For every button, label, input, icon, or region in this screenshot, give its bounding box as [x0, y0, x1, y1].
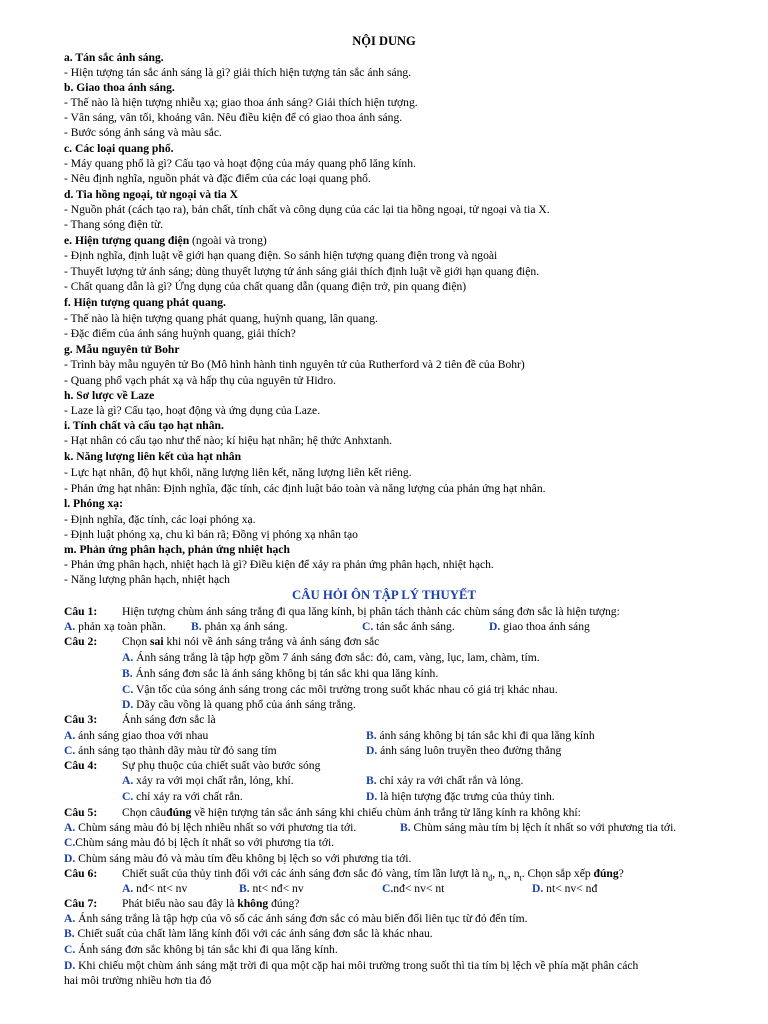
section-heading: f. Hiện tượng quang phát quang. [64, 296, 226, 309]
section-heading: a. Tán sắc ánh sáng. [64, 51, 164, 64]
option-b-text: nt< nđ< nv [249, 882, 304, 895]
option-b-letter: B. [122, 667, 133, 680]
section-line: - Nêu định nghĩa, nguồn phát và đặc điểm của các loại quang phổ. [64, 172, 371, 185]
option-b-text: ánh sáng không bị tán sắc khi đi qua lăng kính [376, 729, 595, 742]
section-line: - Định nghĩa, định luật về giới hạn quang điện. So sánh hiện tượng quang điện trong và ngoài [64, 249, 498, 262]
question-label: Câu 7: [64, 897, 98, 910]
question-text: đúng? [268, 897, 300, 910]
option-b-letter: B. [64, 927, 75, 940]
section-line: - Vân sáng, vân tối, khoảng vân. Nêu điều kiện để có giao thoa ánh sáng. [64, 111, 403, 124]
section-line: - Bước sóng ánh sáng và màu sắc. [64, 126, 222, 139]
section-heading: h. Sơ lược về Laze [64, 389, 155, 402]
section-line: - Đặc điểm của ánh sáng huỳnh quang, giải thích? [64, 327, 296, 340]
question-text: Ánh sáng đơn sắc là [122, 713, 216, 726]
section-line: - Lực hạt nhân, độ hụt khối, năng lượng liên kết, năng lượng liên kết riêng. [64, 466, 412, 479]
section-heading: c. Các loại quang phổ. [64, 142, 174, 155]
option-b-letter: B. [366, 729, 377, 742]
question-2 [64, 634, 734, 649]
question-text: , n [507, 867, 520, 880]
option-d-letter: D. [532, 882, 544, 895]
question-1 [64, 604, 734, 619]
option-a [122, 650, 734, 665]
option-a-letter: A. [64, 620, 76, 633]
question-label: Câu 5: [64, 806, 98, 819]
option-d-text: là hiện tượng đặc trưng của thủy tinh. [377, 790, 555, 803]
option-b-text: Ánh sáng đơn sắc là ánh sáng không bị tán sắc khi qua lăng kính. [132, 667, 439, 680]
section-heading: g. Mẫu nguyên tử Bohr [64, 343, 180, 356]
option-a-letter: A. [122, 651, 134, 664]
section-line: - Thế nào là hiện tượng quang phát quang, huỳnh quang, lân quang. [64, 312, 378, 325]
option-b-letter: B. [366, 774, 377, 787]
option-a-text: xảy ra với mọi chất rắn, lỏng, khí. [133, 774, 294, 787]
option-c-letter: C. [122, 790, 134, 803]
section-line: - Thuyết lượng tử ánh sáng; dùng thuyết lượng tử ánh sáng giải thích định luật về giới hạn quang điện. [64, 265, 540, 278]
option-d [122, 697, 734, 712]
section-line: - Năng lượng phân hạch, nhiệt hạch [64, 573, 230, 586]
question-label: Câu 1: [64, 605, 98, 618]
page-title: NỘI DUNG [352, 34, 416, 48]
section-heading: k. Năng lượng liên kết của hạt nhân [64, 450, 242, 463]
question-emphasis: sai [150, 635, 164, 648]
section-heading: i. Tính chất và cấu tạo hạt nhân. [64, 419, 224, 432]
option-d-text: Khi chiếu một chùm ánh sáng mặt trời đi qua một cặp hai môi trường trong suốt thì tia tím bị lệch về phía mặt phân cách [75, 959, 639, 972]
option-d-continued: hai môi trường nhiều hơn tia đỏ [64, 974, 212, 987]
option-b-text: chỉ xảy ra với chất rắn và lỏng. [376, 774, 524, 787]
option-b-letter: B. [191, 620, 202, 633]
option-c-letter: C. [382, 882, 394, 895]
option-c-text: Chùm sáng màu đỏ bị lệch ít nhất so với phương tia tới. [75, 836, 335, 849]
section-heading [64, 233, 734, 248]
option-a-text: nđ< nt< nv [133, 882, 188, 895]
option-b-text: phản xạ ánh sáng. [201, 620, 288, 633]
section-heading: m. Phản ứng phân hạch, phản ứng nhiệt hạch [64, 543, 290, 556]
option-c-text: Vận tốc của sóng ánh sáng trong các môi trường trong suốt khác nhau có giá trị khác nhau. [133, 683, 558, 696]
option-c-letter: C. [64, 836, 76, 849]
option-c-text: nđ< nv< nt [393, 882, 445, 895]
option-b-letter: B. [400, 821, 411, 834]
section-line: - Hiện tượng tán sắc ánh sáng là gì? giải thích hiện tượng tán sắc ánh sáng. [64, 66, 412, 79]
option-a-text: Ánh sáng trắng là tập hợp của vô số các ánh sáng đơn sắc có màu biến đổi liên tục từ đỏ đến tím. [75, 912, 528, 925]
option-a-text: Chùm sáng màu đỏ bị lệch nhiều nhất so với phương tia tới. [75, 821, 357, 834]
section-line: - Thang sóng điện từ. [64, 218, 164, 231]
option-d [64, 851, 734, 866]
option-d-text: nt< nv< nđ [543, 882, 598, 895]
option-d-text: ánh sáng luôn truyền theo đường thẳng [377, 744, 562, 757]
question-label: Câu 3: [64, 713, 98, 726]
question-4 [64, 758, 734, 773]
option-d-text: Dãy cầu vồng là quang phổ của ánh sáng trắng. [133, 698, 356, 711]
section-heading-text: e. Hiện tượng quang điện [64, 234, 190, 247]
option-a-text: Ánh sáng trắng là tập hợp gồm 7 ánh sáng đơn sắc: đỏ, cam, vàng, lục, lam, chàm, tím. [133, 651, 540, 664]
option-a-letter: A. [122, 882, 134, 895]
section-line: - Nguồn phát (cách tạo ra), bản chất, tính chất và công dụng của các lại tia hồng ngoại, tử ngoại và tia X. [64, 203, 550, 216]
question-label: Câu 2: [64, 635, 98, 648]
question-label: Câu 4: [64, 759, 98, 772]
option-c-text: chỉ xảy ra với chất rắn. [133, 790, 243, 803]
question-7 [64, 896, 734, 911]
option-a-text: phản xạ toàn phần. [75, 620, 166, 633]
section-line: - Trình bày mẫu nguyên tử Bo (Mô hình hành tinh nguyên tử của Rutherford và 2 tiên đề của Bohr) [64, 358, 525, 371]
option-d-letter: D. [64, 959, 76, 972]
option-c-letter: C. [122, 683, 134, 696]
question-emphasis: không [237, 897, 269, 910]
quiz-title: CÂU HỎI ÔN TẬP LÝ THUYẾT [291, 588, 477, 602]
section-line: - Phản ứng phân hạch, nhiệt hạch là gì? Điều kiện để xảy ra phản ứng phân hạch, nhiệt hạch. [64, 558, 494, 571]
question-emphasis: đúng [593, 867, 619, 880]
question-text: ? [618, 867, 624, 880]
option-b-text: Chùm sáng màu tím bị lệch ít nhất so với phương tia tới. [410, 821, 677, 834]
option-d-letter: D. [122, 698, 134, 711]
option-c-letter: C. [64, 943, 76, 956]
option-a-letter: A. [64, 821, 76, 834]
option-c-text: Ánh sáng đơn sắc không bị tán sắc khi đi qua lăng kính. [75, 943, 338, 956]
option-a-letter: A. [122, 774, 134, 787]
section-line: - Laze là gì? Cấu tạo, hoạt động và ứng dụng của Laze. [64, 404, 321, 417]
question-emphasis: đúng [166, 806, 192, 819]
question-label: Câu 6: [64, 867, 98, 880]
option-d-letter: D. [366, 790, 378, 803]
question-text: Hiện tượng chùm ánh sáng trắng đi qua lăng kính, bị phân tách thành các chùm sáng đơn sắc là hiện tượng: [122, 605, 620, 618]
option-d-text: giao thoa ánh sáng [500, 620, 590, 633]
question-text: . Chọn sắp xếp [521, 867, 594, 880]
question-text: , n [492, 867, 504, 880]
option-c [122, 682, 734, 697]
section-line: - Thế nào là hiện tượng nhiễu xạ; giao thoa ánh sáng? Giải thích hiện tượng. [64, 96, 418, 109]
option-d-letter: D. [489, 620, 501, 633]
question-5 [64, 805, 734, 820]
option-d-letter: D. [64, 852, 76, 865]
section-line: - Hạt nhân có cấu tạo như thế nào; kí hiệu hạt nhân; hệ thức Anhxtanh. [64, 434, 393, 447]
question-text: Sự phụ thuộc của chiết suất vào bước sóng [122, 759, 321, 772]
section-line: - Chất quang dẫn là gì? Ứng dụng của chất quang dẫn (quang điện trở, pin quang điện) [64, 280, 467, 293]
section-heading: l. Phóng xạ: [64, 497, 123, 510]
question-text: về hiện tượng tán sắc ánh sáng khi chiếu chùm ánh trắng từ lăng kính ra không khí: [191, 806, 581, 819]
option-a [64, 911, 734, 926]
option-b [122, 666, 734, 681]
section-heading: d. Tia hồng ngoại, tử ngoại và tia X [64, 188, 239, 201]
question-text: khi nói về ánh sáng trắng và ánh sáng đơn sắc [163, 635, 380, 648]
option-a-letter: A. [64, 912, 76, 925]
option-d-text: Chùm sáng màu đỏ và màu tím đều không bị lệch so với phương tia tới. [75, 852, 412, 865]
option-c [64, 835, 734, 850]
option-c-letter: C. [362, 620, 374, 633]
question-5-options-row1 [64, 820, 734, 835]
option-c-text: tán sắc ánh sáng. [373, 620, 455, 633]
option-d [64, 958, 734, 973]
subscript: t [519, 873, 522, 883]
section-line: - Định luật phóng xạ, chu kì bán rã; Đồng vị phóng xạ nhân tạo [64, 528, 358, 541]
section-line: - Phản ứng hạt nhân: Định nghĩa, đặc tính, các định luật bảo toàn và năng lượng của phản ứng hạt nhân. [64, 482, 546, 495]
subscript: đ [488, 873, 493, 883]
option-a-letter: A. [64, 729, 76, 742]
question-3 [64, 712, 734, 727]
section-heading-suffix: (ngoài và trong) [189, 234, 267, 247]
section-line: - Định nghĩa, đặc tính, các loại phóng xạ. [64, 513, 256, 526]
option-d-letter: D. [366, 744, 378, 757]
section-heading: b. Giao thoa ánh sáng. [64, 81, 175, 94]
option-b [64, 926, 734, 941]
section-line: - Máy quang phổ là gì? Cấu tạo và hoạt động của máy quang phổ lăng kính. [64, 157, 416, 170]
option-a-text: ánh sáng giao thoa với nhau [75, 729, 209, 742]
question-text: Chọn [122, 635, 151, 648]
option-c-letter: C. [64, 744, 76, 757]
option-c [64, 942, 734, 957]
question-text: Chiết suất của thủy tinh đối với các ánh sáng đơn sắc đỏ vàng, tím lần lượt là n [122, 867, 489, 880]
subscript: v [503, 873, 508, 883]
option-c-text: ánh sáng tạo thành dãy màu từ đỏ sang tím [75, 744, 277, 757]
option-b-text: Chiết suất của chất làm lăng kính đối với các ánh sáng đơn sắc là khác nhau. [74, 927, 433, 940]
question-text: Chọn câu [122, 806, 167, 819]
question-text: Phát biểu nào sau đây là [122, 897, 238, 910]
section-line: - Quang phổ vạch phát xạ và hấp thụ của nguyên tử Hidro. [64, 374, 336, 387]
option-b-letter: B. [239, 882, 250, 895]
